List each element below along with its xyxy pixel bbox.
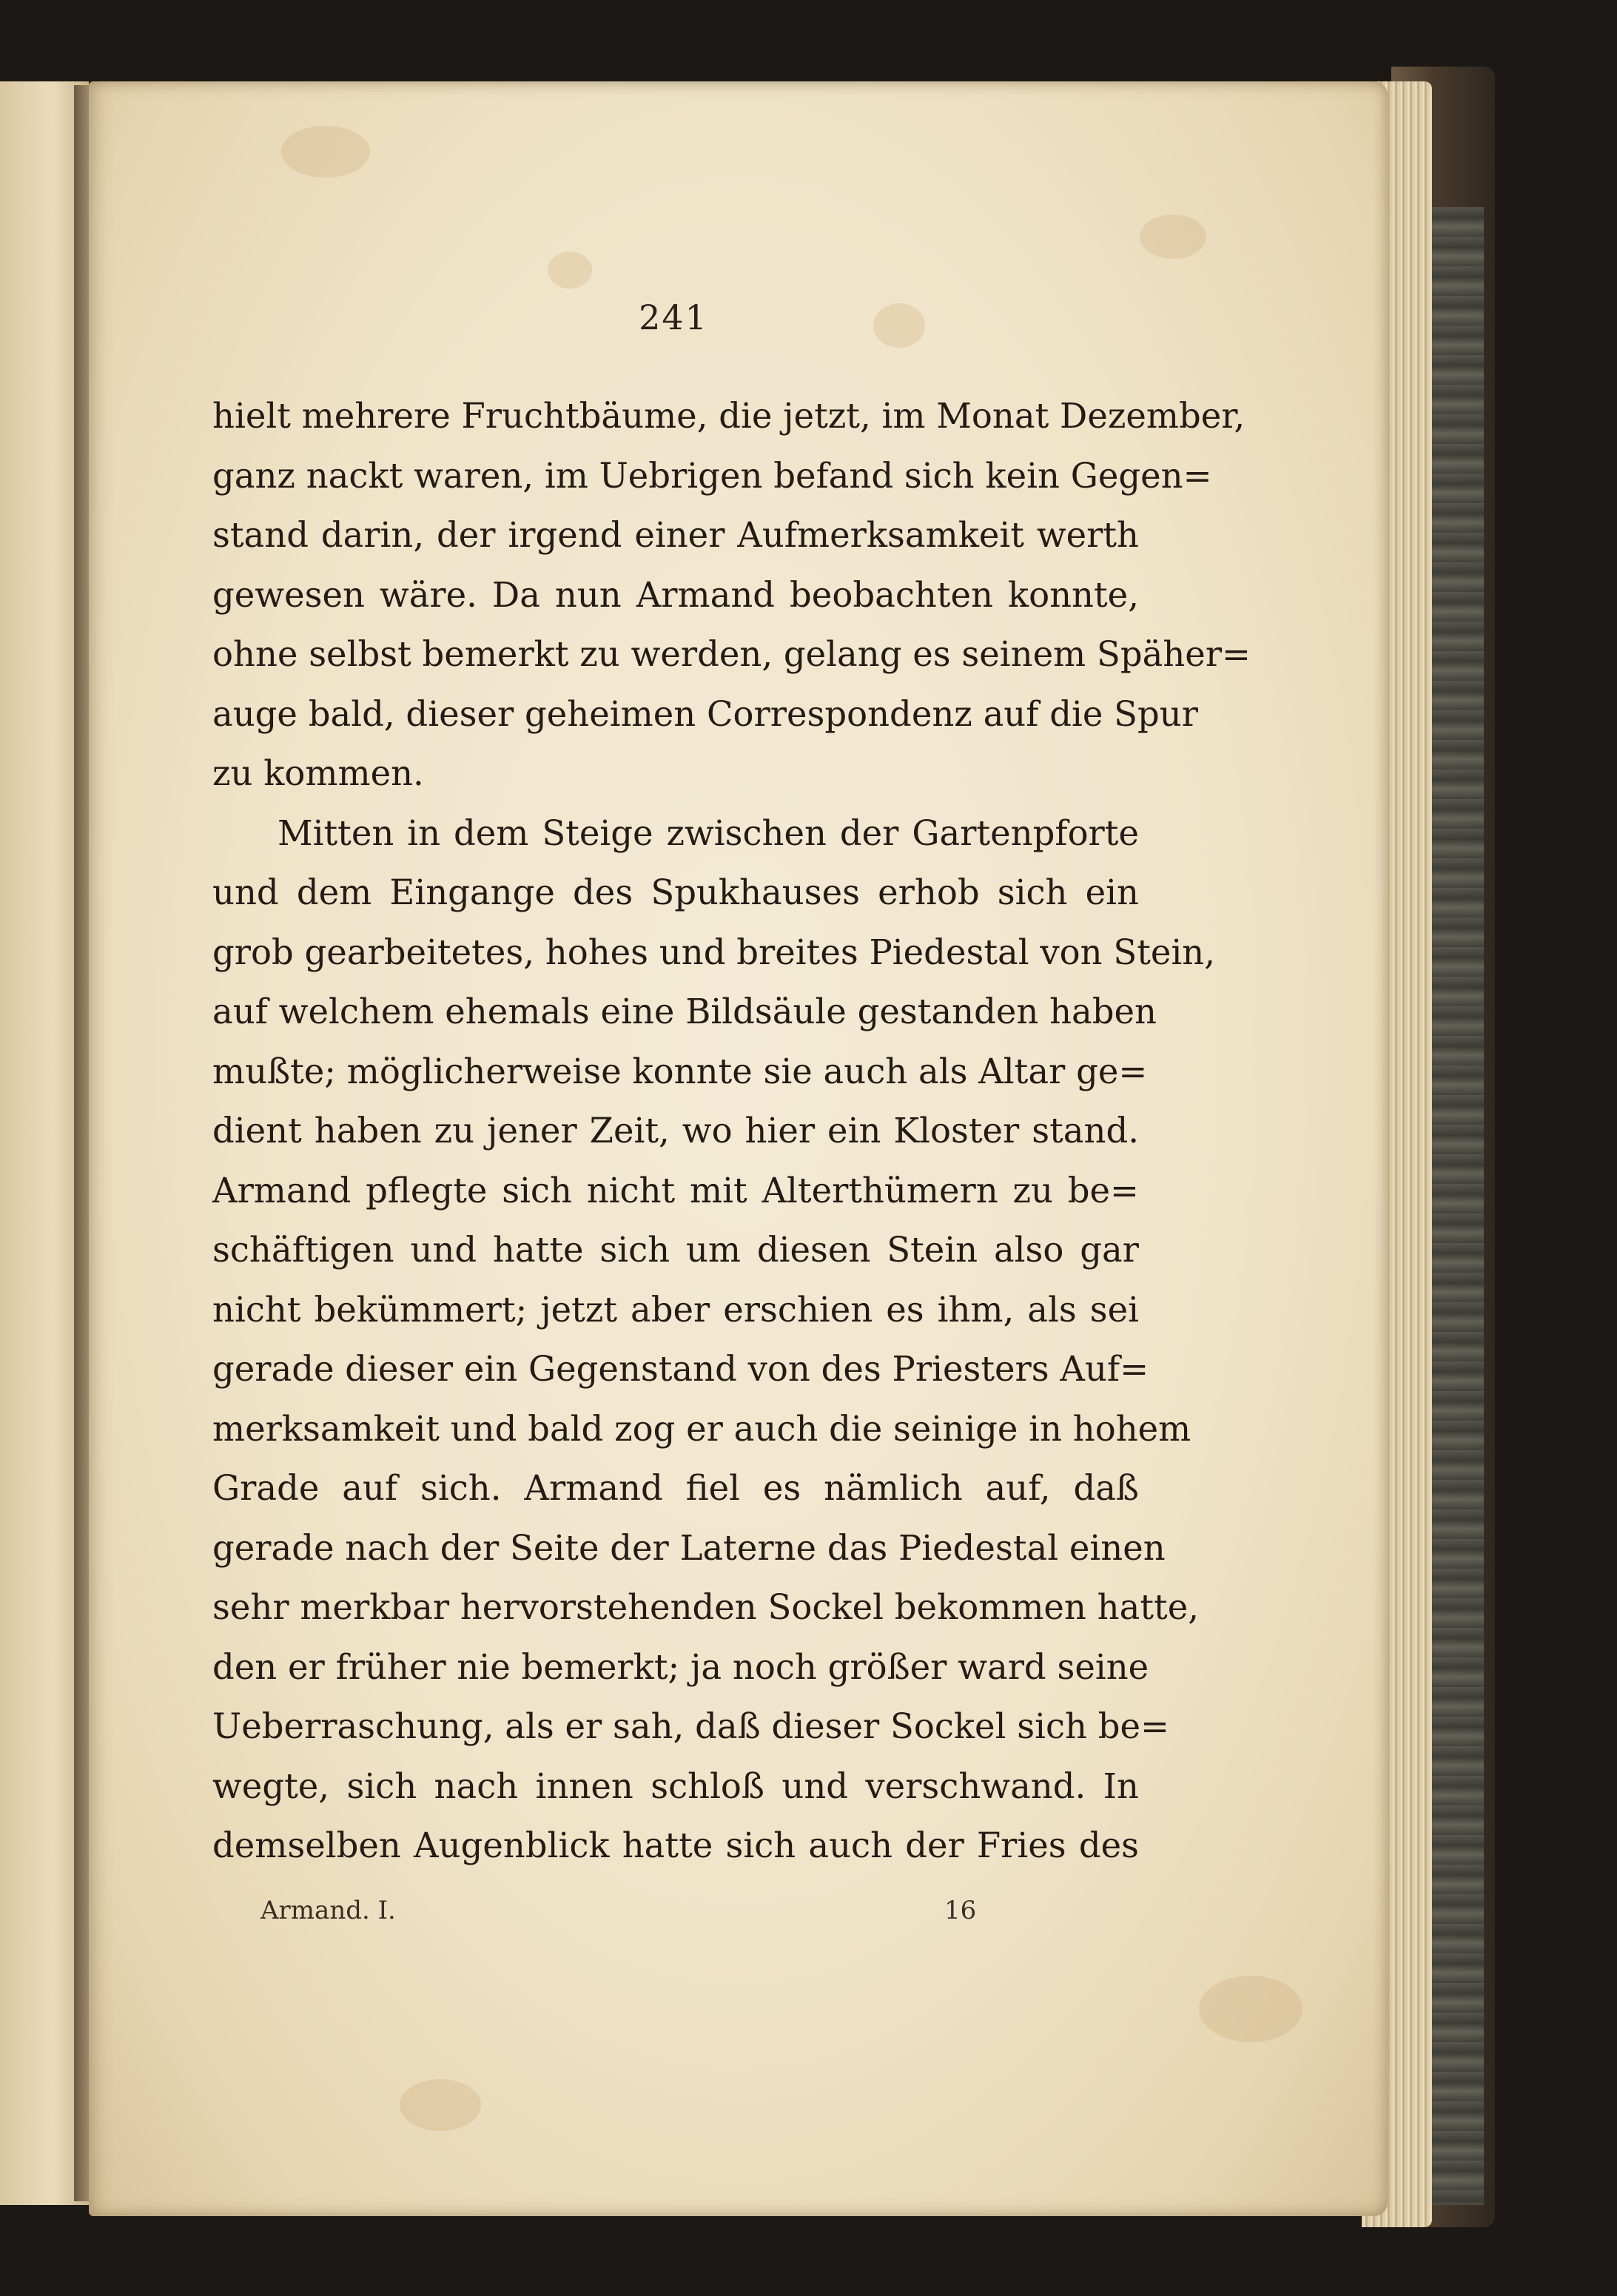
text-line: gerade dieser ein Gegenstand von des Priesters Auf= [212,1349,1149,1389]
signature-mark: Armand. I. [260,1896,396,1925]
text-line: ganz nackt waren, im Uebrigen befand sich kein Gegen= [212,455,1212,496]
text-line: Mitten in dem Steige zwischen der Gartenpforte [278,812,1139,853]
text-line: auge bald, dieser geheimen Correspondenz auf die Spur [212,693,1198,734]
text-line: mußte; möglicherweise konnte sie auch als Altar ge= [212,1051,1148,1091]
text-line: sehr merkbar hervorstehenden Sockel bekommen hatte, [212,1587,1200,1627]
text-line: stand darin, der irgend einer Aufmerksamkeit werth [212,515,1139,555]
sheet-number: 16 [944,1896,977,1925]
text-line: schäftigen und hatte sich um diesen Stein also gar [212,1230,1139,1270]
text-line: gewesen wäre. Da nun Armand beobachten konnte, [212,574,1139,615]
text-line: zu kommen. [212,753,424,793]
text-line: wegte, sich nach innen schloß und verschwand. In [212,1765,1139,1806]
foxing-spot [400,2079,481,2131]
text-line: nicht bekümmert; jetzt aber erschien es ihm, als sei [212,1289,1139,1330]
foxing-spot [548,252,592,289]
text-line: hielt mehrere Fruchtbäume, die jetzt, im Monat Dezember, [212,396,1245,436]
text-line: und dem Eingange des Spukhauses erhob sich ein [212,872,1139,912]
text-line: den er früher nie bemerkt; ja noch größer ward seine [212,1646,1149,1687]
foxing-spot [1199,1976,1302,2042]
foxing-spot [281,126,370,178]
text-line: dient haben zu jener Zeit, wo hier ein Kloster stand. [212,1111,1139,1151]
text-line: demselben Augenblick hatte sich auch der Fries des [212,1825,1139,1865]
text-line: Grade auf sich. Armand fiel es nämlich auf, daß [212,1468,1139,1508]
text-line: Ueberraschung, als er sah, daß dieser Sockel sich be= [212,1706,1169,1746]
page-number: 241 [639,297,708,337]
text-line: gerade nach der Seite der Laterne das Piedestal einen [212,1527,1166,1568]
text-line: auf welchem ehemals eine Bildsäule gestanden haben [212,992,1157,1031]
text-line: merksamkeit und bald zog er auch die seinige in hohem [212,1408,1191,1449]
text-line: grob gearbeitetes, hohes und breites Piedestal von Stein, [212,932,1216,972]
text-line: Armand pflegte sich nicht mit Alterthümern zu be= [212,1170,1139,1211]
foxing-spot [1140,215,1206,259]
cover-spine-texture [1432,207,1484,2205]
text-line: ohne selbst bemerkt zu werden, gelang es seinem Späher= [212,634,1251,674]
body-text [212,386,1251,1876]
